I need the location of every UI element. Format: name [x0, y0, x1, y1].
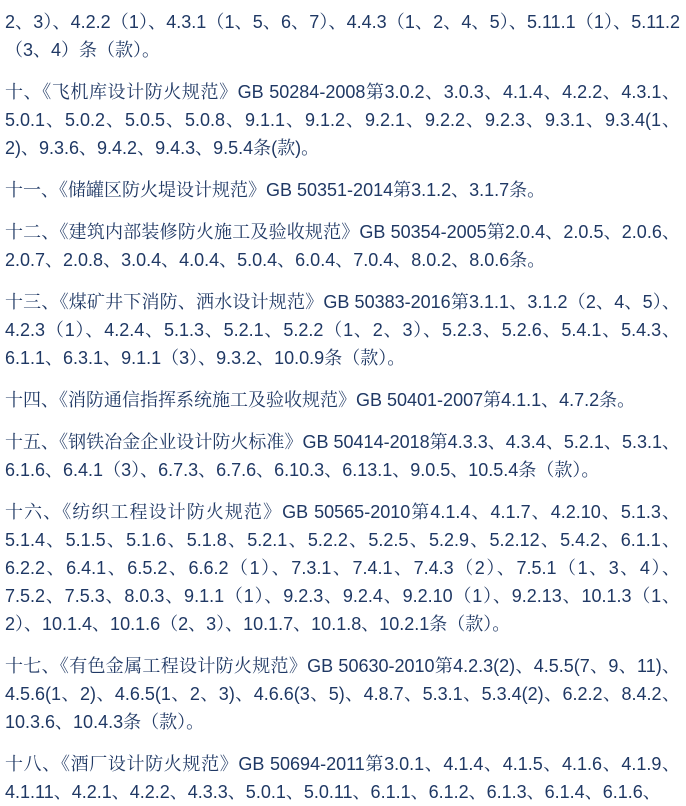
standard-title: 《纺织工程设计防火规范》 — [62, 502, 283, 522]
regulation-item-13 — [5, 288, 680, 372]
regulation-item-12 — [5, 218, 680, 274]
standard-title: 《酒厂设计防火规范》 — [60, 754, 239, 774]
standard-title: 《储罐区防火堤设计规范》 — [59, 180, 266, 200]
standard-title: 《有色金属工程设计防火规范》 — [59, 656, 308, 676]
cited-clauses: 第4.3.3、4.3.4、5.2.1、5.3.1、6.1.6、6.4.1（3）、6.7.3、6.7.6、6.10.3、6.13.1、9.0.5、10.5.4条（款）。 — [5, 432, 681, 480]
paragraph-continuation — [5, 8, 680, 64]
item-number: 十四、 — [5, 390, 59, 410]
item-number: 十一、 — [5, 180, 59, 200]
standard-code: GB 50694-2011 — [238, 754, 365, 774]
cited-clauses: 第2.0.4、2.0.5、2.0.6、2.0.7、2.0.8、3.0.4、4.0.4、5.0.4、6.0.4、7.0.4、8.0.2、8.0.6条。 — [5, 222, 681, 270]
regulation-item-11 — [5, 176, 680, 204]
item-number: 十二、 — [5, 222, 60, 242]
standard-title: 《建筑内部装修防火施工及验收规范》 — [59, 222, 360, 242]
regulation-item-15 — [5, 428, 680, 484]
standard-code: GB 50383-2016 — [323, 292, 451, 312]
standard-code: GB 50401-2007 — [356, 390, 484, 410]
cited-clauses: 第3.0.2、3.0.3、4.1.4、4.2.2、4.3.1、5.0.1、5.0.2、5.0.5、5.0.8、9.1.1、9.1.2、9.2.1、9.2.2、9.2.3、9.3.1、9.3.4(1、2)、9.3.6、9.4.2、9.4.3、9.5.4条(款)。 — [5, 82, 681, 158]
standard-title: 《钢铁冶金企业设计防火标准》 — [59, 432, 303, 452]
standard-title: 《消防通信指挥系统施工及验收规范》 — [59, 390, 356, 410]
item-number: 十八、 — [5, 754, 61, 774]
cited-clauses: 第3.1.2、3.1.7条。 — [393, 180, 546, 200]
item-number: 十、 — [5, 82, 43, 102]
standard-title: 《煤矿井下消防、洒水设计规范》 — [59, 292, 324, 312]
regulation-item-17 — [5, 652, 680, 736]
standard-code: GB 50630-2010 — [307, 656, 435, 676]
regulation-item-10 — [5, 78, 680, 162]
standard-code: GB 50565-2010 — [282, 502, 411, 522]
standard-title: 《飞机库设计防火规范》 — [42, 82, 238, 102]
cited-clauses: 第4.1.1、4.7.2条。 — [483, 390, 636, 410]
standard-code: GB 50284-2008 — [237, 82, 366, 102]
standard-code: GB 50351-2014 — [266, 180, 394, 200]
regulation-item-16 — [5, 498, 680, 638]
cited-clauses: 第4.1.4、4.1.7、4.2.10、5.1.3、5.1.4、5.1.5、5.1.6、5.1.8、5.2.1、5.2.2、5.2.5、5.2.9、5.2.12、5.4.2、6.1.1、6.2.2、6.4.1、6.5.2、6.6.2（1）、7.3.1、7.4.1、7.4.3（2）、7.5.1（1、3、4）、7.5.2、7.5.3、8.0.3、9.1.1（1）、9.2.3、9.2.4、9.2.10（1）、9.2.13、10.1.3（1、2）、10.1.4、10.1.6（2、3）、10.1.7、10.1.8、10.2.1条（款）。 — [5, 502, 681, 634]
cited-clauses: 2、3）、4.2.2（1）、4.3.1（1、5、6、7）、4.4.3（1、2、4、5）、5.11.1（1）、5.11.2（3、4）条（款）。 — [5, 12, 680, 60]
regulation-item-18 — [5, 750, 680, 806]
regulation-item-14 — [5, 386, 680, 414]
item-number: 十六、 — [5, 502, 63, 522]
item-number: 十七、 — [5, 656, 60, 676]
cited-clauses: 第4.2.3(2)、4.5.5(7、9、11)、4.5.6(1、2)、4.6.5(1、2、3)、4.6.6(3、5)、4.8.7、5.3.1、5.3.4(2)、6.2.2、8.4.2、10.3.6、10.4.3条（款）。 — [5, 656, 681, 732]
cited-clauses: 第3.0.1、4.1.4、4.1.5、4.1.6、4.1.9、4.1.11、4.2.1、4.2.2、4.3.3、5.0.1、5.0.11、6.1.1、6.1.2、6.1.3、6.1.4、6.1.6、 — [5, 754, 681, 802]
cited-clauses: 第3.1.1、3.1.2（2、4、5）、4.2.3（1）、4.2.4、5.1.3、5.2.1、5.2.2（1、2、3）、5.2.3、5.2.6、5.4.1、5.4.3、6.1.1、6.3.1、9.1.1（3）、9.3.2、10.0.9条（款）。 — [5, 292, 680, 368]
standard-code: GB 50354-2005 — [359, 222, 487, 242]
item-number: 十五、 — [5, 432, 60, 452]
item-number: 十三、 — [5, 292, 60, 312]
standard-code: GB 50414-2018 — [302, 432, 430, 452]
